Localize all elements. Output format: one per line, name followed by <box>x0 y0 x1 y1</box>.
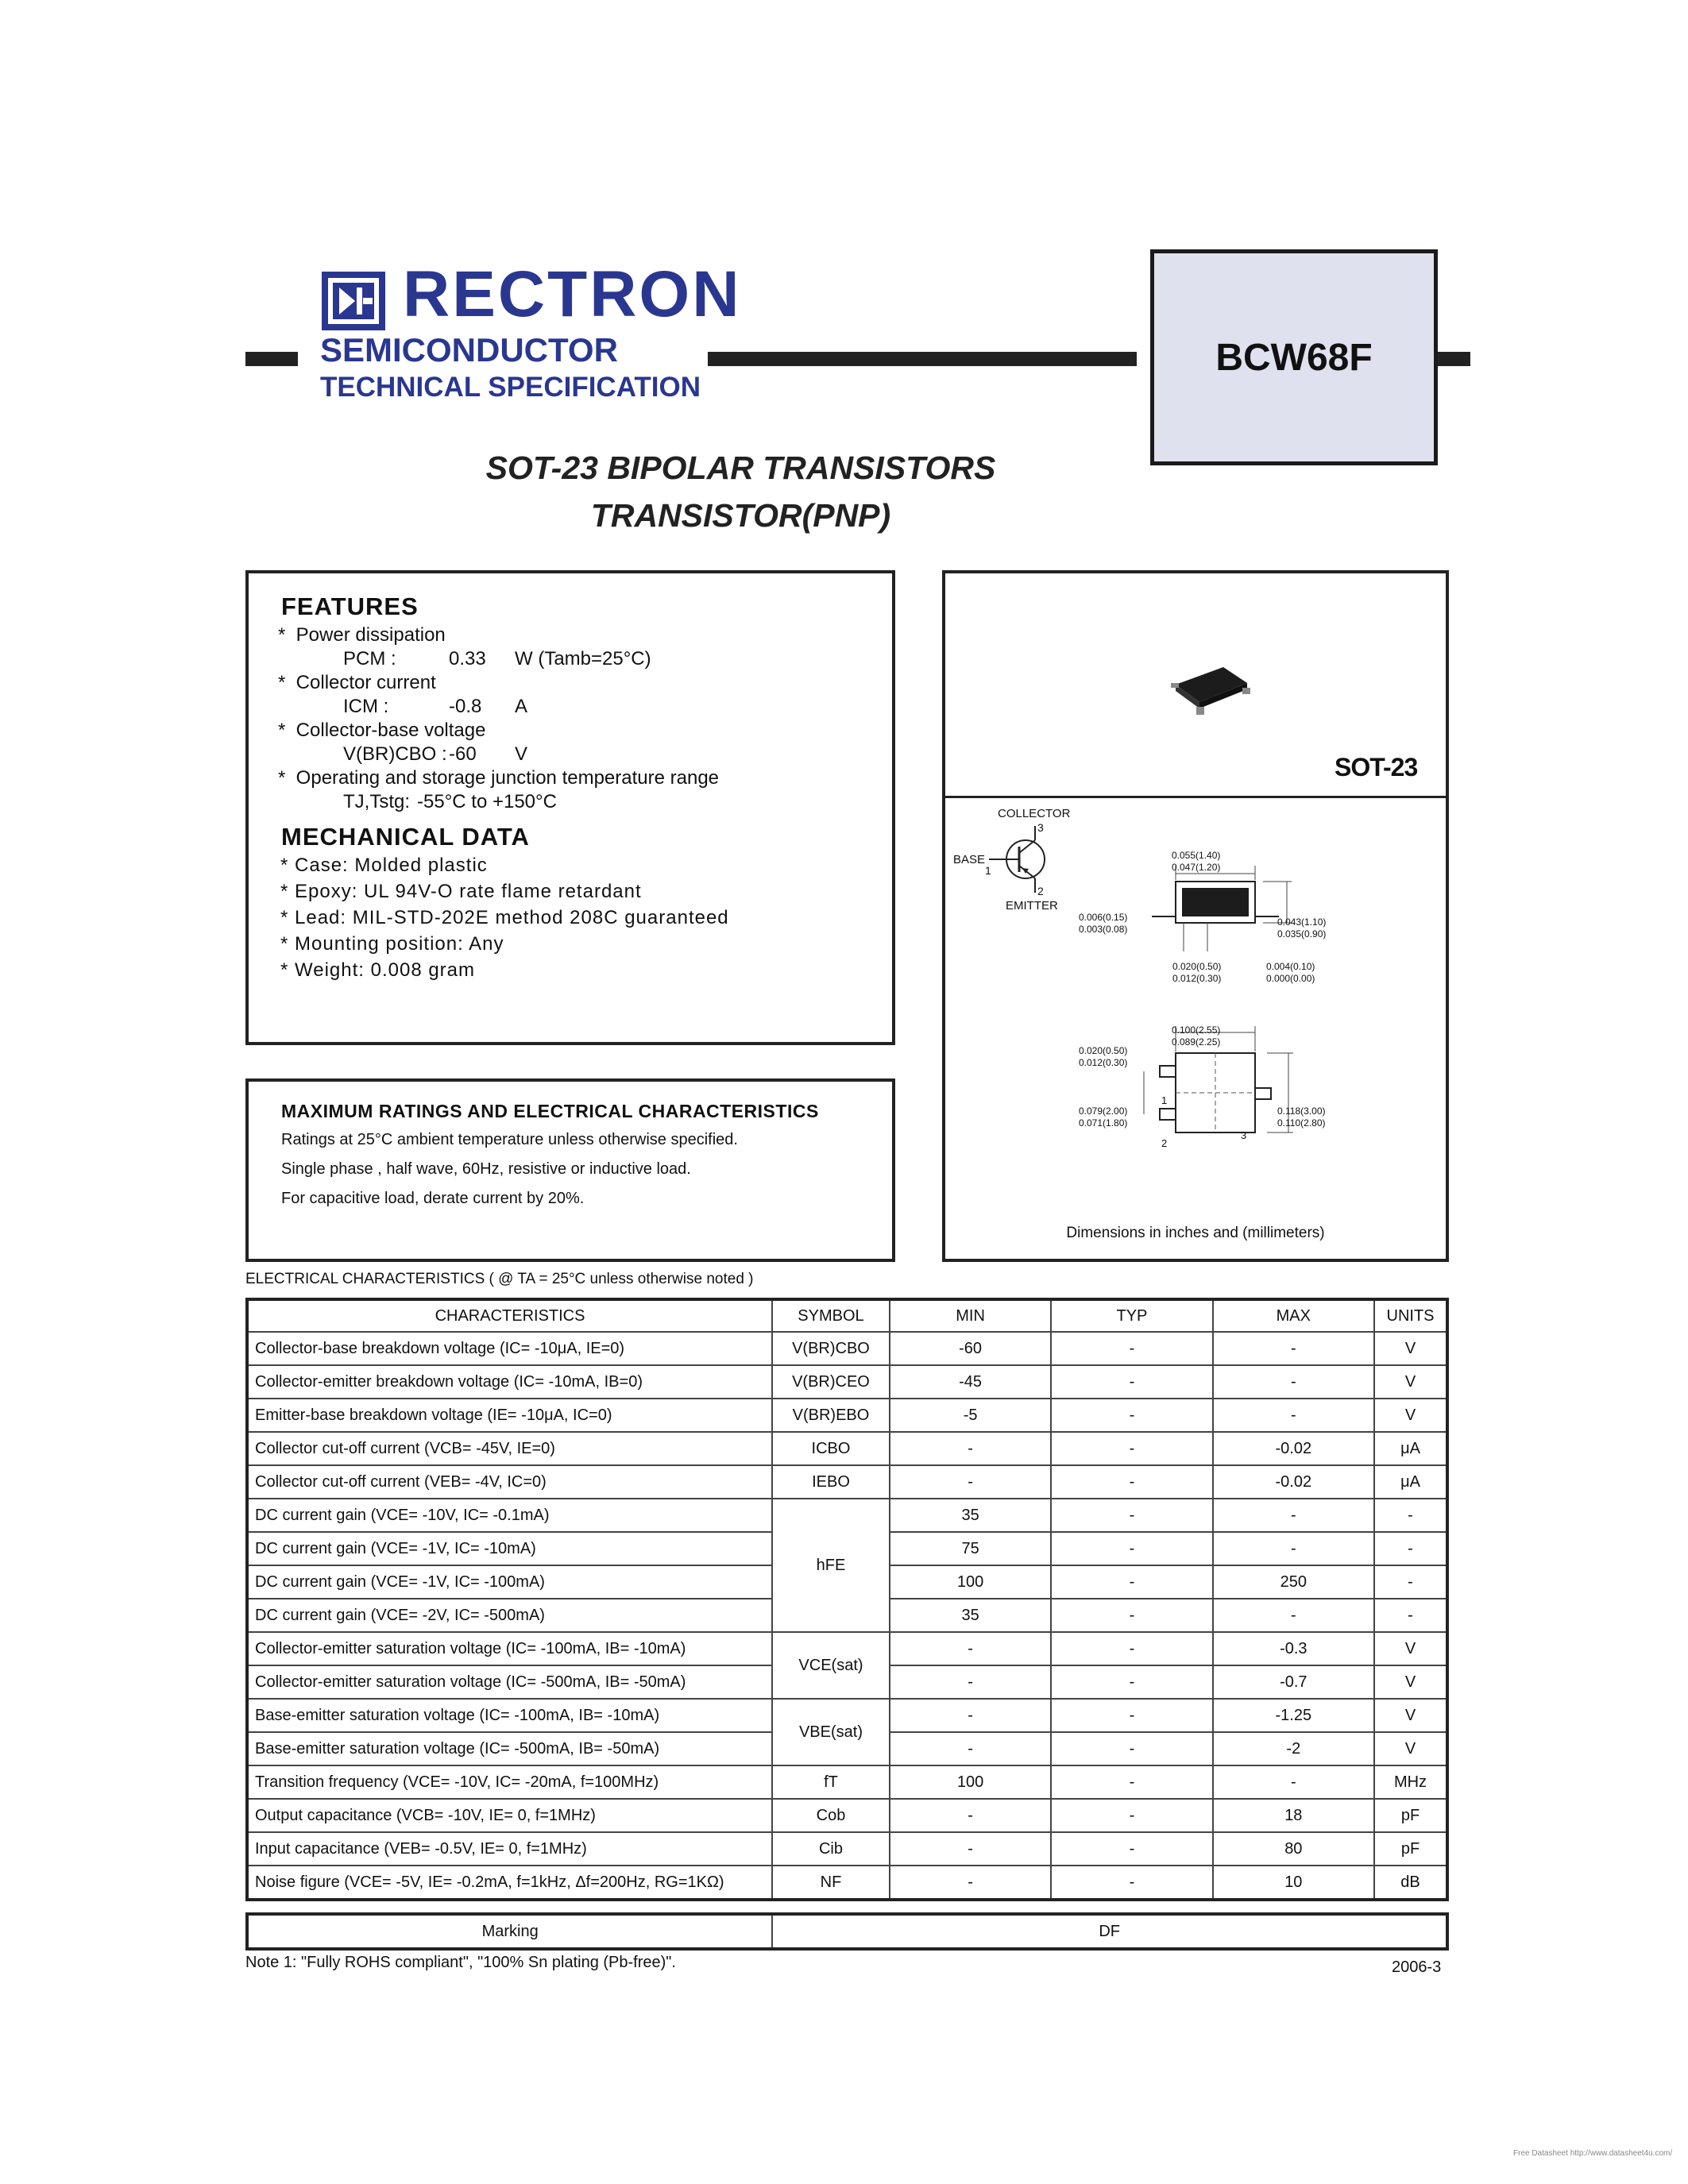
max-cell: 250 <box>1213 1565 1374 1599</box>
dimension-label <box>1172 850 1220 874</box>
max-cell: - <box>1213 1332 1374 1365</box>
table-header-row <box>247 1299 1447 1332</box>
typ-cell: - <box>1051 1699 1212 1732</box>
dimension-value: 0.110(2.80) <box>1277 1117 1326 1129</box>
dimension-value: 0.012(0.30) <box>1079 1057 1128 1068</box>
characteristic-cell: DC current gain (VCE= -10V, IC= -0.1mA) <box>247 1499 772 1532</box>
typ-cell: - <box>1051 1399 1212 1432</box>
dimension-value: 0.100(2.55) <box>1172 1024 1221 1036</box>
characteristic-cell: DC current gain (VCE= -2V, IC= -500mA) <box>247 1599 772 1632</box>
min-cell: -60 <box>890 1332 1051 1365</box>
dimension-value: 0.003(0.08) <box>1079 924 1128 935</box>
characteristic-cell: Collector-emitter saturation voltage (IC= -500mA, IB= -50mA) <box>247 1665 772 1699</box>
feature-unit: V <box>515 743 528 765</box>
dimension-value: 0.000(0.00) <box>1266 973 1315 984</box>
typ-cell: - <box>1051 1465 1212 1499</box>
pin-3-label: 3 <box>1037 821 1044 834</box>
ratings-note: Single phase , half wave, 60Hz, resistive or inductive load. <box>281 1160 691 1178</box>
column-header: MIN <box>890 1299 1051 1332</box>
feature-label: * Collector-base voltage <box>278 720 486 741</box>
column-header: SYMBOL <box>772 1299 890 1332</box>
max-cell: -0.02 <box>1213 1432 1374 1465</box>
max-cell: - <box>1213 1365 1374 1399</box>
characteristic-cell: Input capacitance (VEB= -0.5V, IE= 0, f=1MHz) <box>247 1832 772 1866</box>
table-row <box>247 1866 1447 1900</box>
min-cell: 100 <box>890 1765 1051 1799</box>
header-rule-left <box>245 352 298 366</box>
footnote: Note 1: "Fully ROHS compliant", "100% Sn plating (Pb-free)". <box>245 1954 676 1971</box>
max-cell: -0.3 <box>1213 1632 1374 1665</box>
unit-cell: - <box>1374 1532 1447 1565</box>
characteristic-cell: Collector-base breakdown voltage (IC= -10μA, IE=0) <box>247 1332 772 1365</box>
min-cell: - <box>890 1632 1051 1665</box>
unit-cell: μA <box>1374 1432 1447 1465</box>
min-cell: 75 <box>890 1532 1051 1565</box>
typ-cell: - <box>1051 1832 1212 1866</box>
typ-cell: - <box>1051 1599 1212 1632</box>
feature-value: -55°C to +150°C <box>417 791 557 812</box>
mechanical-item: * Case: Molded plastic <box>280 855 488 876</box>
feature-value: -0.8 <box>449 696 482 717</box>
page-subtitle: TRANSISTOR(PNP) <box>590 497 891 534</box>
column-header: TYP <box>1051 1299 1212 1332</box>
marking-row <box>247 1914 1447 1949</box>
pin-number: 2 <box>1161 1137 1168 1149</box>
table-row <box>247 1499 1447 1532</box>
typ-cell: - <box>1051 1732 1212 1765</box>
ratings-heading: MAXIMUM RATINGS AND ELECTRICAL CHARACTERISTICS <box>281 1101 819 1121</box>
marking-value: DF <box>772 1914 1447 1949</box>
typ-cell: - <box>1051 1565 1212 1599</box>
ratings-note: For capacitive load, derate current by 20%. <box>281 1190 585 1207</box>
characteristic-cell: Collector cut-off current (VEB= -4V, IC=0) <box>247 1465 772 1499</box>
unit-cell: pF <box>1374 1799 1447 1832</box>
dimension-label <box>1277 1106 1326 1129</box>
symbol-cell: VBE(sat) <box>772 1699 890 1765</box>
typ-cell: - <box>1051 1499 1212 1532</box>
table-row <box>247 1432 1447 1465</box>
symbol-cell: V(BR)CBO <box>772 1332 890 1365</box>
unit-cell: V <box>1374 1665 1447 1699</box>
marking-label: Marking <box>247 1914 772 1949</box>
table-caption: ELECTRICAL CHARACTERISTICS ( @ TA = 25°C unless otherwise noted ) <box>245 1271 754 1287</box>
unit-cell: - <box>1374 1599 1447 1632</box>
package-box <box>942 570 1449 1262</box>
min-cell: - <box>890 1465 1051 1499</box>
header-rule-middle <box>708 352 1137 366</box>
min-cell: - <box>890 1732 1051 1765</box>
max-cell: 10 <box>1213 1866 1374 1900</box>
feature-symbol: V(BR)CBO : <box>343 743 447 765</box>
min-cell: - <box>890 1699 1051 1732</box>
feature-label: * Operating and storage junction temperature range <box>278 767 720 789</box>
revision-date: 2006-3 <box>1392 1958 1442 1976</box>
dimension-value: 0.020(0.50) <box>1172 961 1222 972</box>
min-cell: 35 <box>890 1599 1051 1632</box>
page-title: SOT-23 BIPOLAR TRANSISTORS <box>485 450 996 486</box>
side-view-outline-drawing <box>1136 866 1295 953</box>
unit-cell: V <box>1374 1732 1447 1765</box>
dimension-label <box>1172 961 1221 985</box>
pin-base-label: BASE <box>953 853 986 866</box>
table-row <box>247 1399 1447 1432</box>
rectron-logo-icon <box>322 272 385 330</box>
table-row <box>247 1699 1447 1732</box>
symbol-cell: ICBO <box>772 1432 890 1465</box>
typ-cell: - <box>1051 1866 1212 1900</box>
pin-1-label: 1 <box>985 864 991 877</box>
symbol-cell: Cib <box>772 1832 890 1866</box>
dimension-label <box>1079 1045 1127 1069</box>
mechanical-item: * Mounting position: Any <box>280 933 504 955</box>
table-row <box>247 1332 1447 1365</box>
pin-number: 1 <box>1161 1094 1168 1106</box>
min-cell: -5 <box>890 1399 1051 1432</box>
typ-cell: - <box>1051 1799 1212 1832</box>
part-number-box <box>1150 249 1438 465</box>
max-cell: -2 <box>1213 1732 1374 1765</box>
dimension-value: 0.020(0.50) <box>1079 1045 1128 1056</box>
feature-label: * Collector current <box>278 672 436 693</box>
symbol-cell: hFE <box>772 1499 890 1632</box>
unit-cell: pF <box>1374 1832 1447 1866</box>
electrical-characteristics-table <box>245 1298 1449 1901</box>
symbol-cell: fT <box>772 1765 890 1799</box>
dimension-value: 0.035(0.90) <box>1277 928 1327 940</box>
pin-2-label: 2 <box>1037 885 1044 897</box>
dimension-value: 0.043(1.10) <box>1277 916 1327 928</box>
unit-cell: V <box>1374 1399 1447 1432</box>
column-header: CHARACTERISTICS <box>247 1299 772 1332</box>
dimension-label <box>1079 912 1127 936</box>
dimension-label <box>1266 961 1315 985</box>
feature-symbol: PCM : <box>343 648 396 669</box>
ratings-box <box>245 1078 895 1262</box>
max-cell: - <box>1213 1499 1374 1532</box>
dimension-label <box>1079 1106 1127 1129</box>
typ-cell: - <box>1051 1665 1212 1699</box>
symbol-cell: NF <box>772 1866 890 1900</box>
characteristic-cell: Base-emitter saturation voltage (IC= -500mA, IB= -50mA) <box>247 1732 772 1765</box>
dimension-label <box>1172 1024 1220 1048</box>
symbol-cell: IEBO <box>772 1465 890 1499</box>
min-cell: - <box>890 1832 1051 1866</box>
typ-cell: - <box>1051 1365 1212 1399</box>
min-cell: 100 <box>890 1565 1051 1599</box>
min-cell: -45 <box>890 1365 1051 1399</box>
characteristic-cell: DC current gain (VCE= -1V, IC= -100mA) <box>247 1565 772 1599</box>
unit-cell: dB <box>1374 1866 1447 1900</box>
marking-table <box>245 1912 1449 1951</box>
dimension-value: 0.079(2.00) <box>1079 1106 1128 1117</box>
dimension-value: 0.004(0.10) <box>1266 961 1315 972</box>
unit-cell: - <box>1374 1499 1447 1532</box>
table-row <box>247 1365 1447 1399</box>
table-row <box>247 1465 1447 1499</box>
mechanical-heading: MECHANICAL DATA <box>281 823 530 851</box>
sot23-package-icon <box>1168 661 1255 724</box>
characteristic-cell: DC current gain (VCE= -1V, IC= -10mA) <box>247 1532 772 1565</box>
pin-number: 3 <box>1241 1129 1247 1141</box>
min-cell: 35 <box>890 1499 1051 1532</box>
characteristic-cell: Base-emitter saturation voltage (IC= -100mA, IB= -10mA) <box>247 1699 772 1732</box>
package-name: SOT-23 <box>1335 753 1418 781</box>
pin-emitter-label: EMITTER <box>1006 899 1058 913</box>
feature-unit: W (Tamb=25°C) <box>515 648 651 669</box>
brand-subtitle: SEMICONDUCTOR <box>320 331 618 369</box>
feature-unit: A <box>515 696 528 717</box>
feature-symbol: ICM : <box>343 696 389 717</box>
max-cell: - <box>1213 1599 1374 1632</box>
dimension-value: 0.071(1.80) <box>1079 1117 1128 1129</box>
max-cell: - <box>1213 1765 1374 1799</box>
typ-cell: - <box>1051 1632 1212 1665</box>
dimension-value: 0.006(0.15) <box>1079 912 1128 923</box>
max-cell: -0.7 <box>1213 1665 1374 1699</box>
max-cell: - <box>1213 1532 1374 1565</box>
table-row <box>247 1799 1447 1832</box>
characteristic-cell: Collector cut-off current (VCB= -45V, IE=0) <box>247 1432 772 1465</box>
mechanical-item: * Lead: MIL-STD-202E method 208C guaranteed <box>280 907 729 928</box>
unit-cell: μA <box>1374 1465 1447 1499</box>
min-cell: - <box>890 1799 1051 1832</box>
unit-cell: V <box>1374 1365 1447 1399</box>
max-cell: - <box>1213 1399 1374 1432</box>
unit-cell: - <box>1374 1565 1447 1599</box>
min-cell: - <box>890 1665 1051 1699</box>
technical-specification-label: TECHNICAL SPECIFICATION <box>320 372 701 403</box>
table-row <box>247 1832 1447 1866</box>
min-cell: - <box>890 1866 1051 1900</box>
part-number: BCW68F <box>1215 336 1373 379</box>
max-cell: -1.25 <box>1213 1699 1374 1732</box>
symbol-cell: V(BR)EBO <box>772 1399 890 1432</box>
characteristic-cell: Collector-emitter breakdown voltage (IC= -10mA, IB=0) <box>247 1365 772 1399</box>
characteristic-cell: Emitter-base breakdown voltage (IE= -10μA, IC=0) <box>247 1399 772 1432</box>
watermark-text: Free Datasheet http://www.datasheet4u.com/ <box>1513 2149 1673 2158</box>
feature-value: -60 <box>449 743 477 765</box>
characteristic-cell: Output capacitance (VCB= -10V, IE= 0, f=1MHz) <box>247 1799 772 1832</box>
package-divider <box>945 796 1446 798</box>
features-heading: FEATURES <box>281 592 419 620</box>
min-cell: - <box>890 1432 1051 1465</box>
ratings-note: Ratings at 25°C ambient temperature unless otherwise specified. <box>281 1131 738 1148</box>
characteristic-cell: Transition frequency (VCE= -10V, IC= -20mA, f=100MHz) <box>247 1765 772 1799</box>
symbol-cell: VCE(sat) <box>772 1632 890 1699</box>
dimension-value: 0.089(2.25) <box>1172 1036 1221 1048</box>
dimension-value: 0.012(0.30) <box>1172 973 1222 984</box>
symbol-cell: V(BR)CEO <box>772 1365 890 1399</box>
dimensions-caption: Dimensions in inches and (millimeters) <box>1066 1225 1325 1241</box>
characteristic-cell: Collector-emitter saturation voltage (IC= -100mA, IB= -10mA) <box>247 1632 772 1665</box>
max-cell: 18 <box>1213 1799 1374 1832</box>
unit-cell: MHz <box>1374 1765 1447 1799</box>
dimension-label <box>1277 916 1326 940</box>
characteristic-cell: Noise figure (VCE= -5V, IE= -0.2mA, f=1kHz, Δf=200Hz, RG=1KΩ) <box>247 1866 772 1900</box>
mechanical-item: * Weight: 0.008 gram <box>280 959 476 981</box>
column-header: MAX <box>1213 1299 1374 1332</box>
column-header: UNITS <box>1374 1299 1447 1332</box>
max-cell: 80 <box>1213 1832 1374 1866</box>
typ-cell: - <box>1051 1765 1212 1799</box>
dimension-value: 0.118(3.00) <box>1277 1106 1326 1117</box>
unit-cell: V <box>1374 1632 1447 1665</box>
dimension-value: 0.047(1.20) <box>1172 862 1221 873</box>
feature-value: 0.33 <box>449 648 486 669</box>
table-row <box>247 1632 1447 1665</box>
unit-cell: V <box>1374 1699 1447 1732</box>
symbol-cell: Cob <box>772 1799 890 1832</box>
table-row <box>247 1765 1447 1799</box>
mechanical-item: * Epoxy: UL 94V-O rate flame retardant <box>280 881 642 902</box>
dimension-value: 0.055(1.40) <box>1172 850 1221 861</box>
unit-cell: V <box>1374 1332 1447 1365</box>
feature-label: * Power dissipation <box>278 624 446 646</box>
features-box <box>245 570 895 1045</box>
max-cell: -0.02 <box>1213 1465 1374 1499</box>
brand-name: RECTRON <box>403 258 742 330</box>
pin-collector-label: COLLECTOR <box>998 807 1071 820</box>
typ-cell: - <box>1051 1532 1212 1565</box>
typ-cell: - <box>1051 1432 1212 1465</box>
feature-symbol: TJ,Tstg: <box>343 791 411 812</box>
typ-cell: - <box>1051 1332 1212 1365</box>
